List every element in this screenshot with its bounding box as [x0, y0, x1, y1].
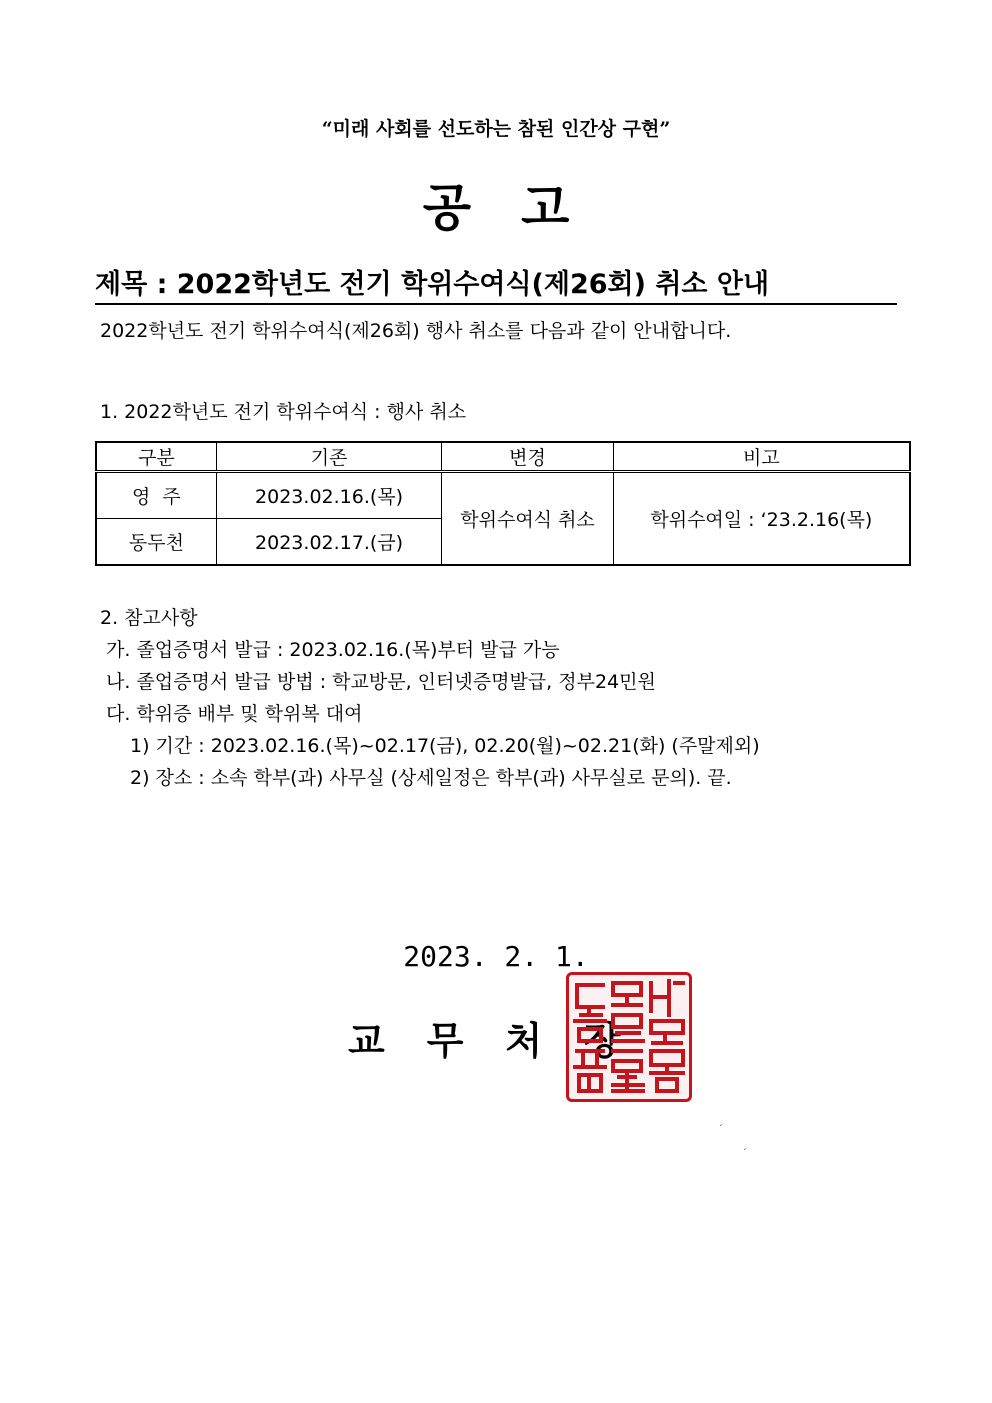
reference-subitem: 1) 기간 : 2023.02.16.(목)~02.17(금), 02.20(월)~02.21(화) (주말제외): [130, 735, 760, 757]
reference-item: 가. 졸업증명서 발급 : 2023.02.16.(목)부터 발급 가능: [106, 639, 560, 661]
official-seal-stamp: [566, 972, 692, 1102]
table-header-row: [96, 442, 910, 472]
seal-glyph-pattern: [569, 975, 689, 1099]
header-category: 구분: [96, 442, 216, 472]
header-change: 변경: [442, 442, 613, 472]
issuer-name: 교무처장: [348, 1018, 663, 1063]
intro-text: 2022학년도 전기 학위수여식(제26회) 행사 취소를 다음과 같이 안내합니다.: [100, 320, 732, 342]
subject-line: 제목 : 2022학년도 전기 학위수여식(제26회) 취소 안내: [95, 262, 897, 305]
header-original: 기존: [216, 442, 442, 472]
issue-date: 2023. 2. 1.: [403, 940, 589, 973]
table-row: [96, 472, 910, 519]
header-note: 비고: [613, 442, 910, 472]
section-1-heading: 1. 2022학년도 전기 학위수여식 : 행사 취소: [100, 401, 467, 423]
scan-mark: ˊ: [742, 1148, 747, 1159]
reference-item: 나. 졸업증명서 발급 방법 : 학교방문, 인터넷증명발급, 정부24민원: [106, 671, 656, 693]
original-date-cell: 2023.02.16.(목): [216, 472, 442, 519]
campus-cell: 동두천: [96, 519, 216, 566]
slogan: “미래 사회를 선도하는 참된 인간상 구현”: [321, 118, 671, 140]
reference-subitem: 2) 장소 : 소속 학부(과) 사무실 (상세일정은 학부(과) 사무실로 문의). 끝.: [130, 767, 732, 789]
note-cell: 학위수여일 : ‘23.2.16(목): [613, 472, 910, 566]
change-cell: 학위수여식 취소: [442, 472, 613, 566]
scan-mark: ˊ: [718, 1124, 723, 1135]
section-2-heading: 2. 참고사항: [100, 607, 198, 629]
campus-cell: 영 주: [96, 472, 216, 519]
reference-item: 다. 학위증 배부 및 학위복 대여: [106, 703, 363, 725]
references-section: [100, 602, 760, 794]
document-title: 공고: [422, 178, 620, 237]
schedule-table: [95, 441, 911, 566]
original-date-cell: 2023.02.17.(금): [216, 519, 442, 566]
